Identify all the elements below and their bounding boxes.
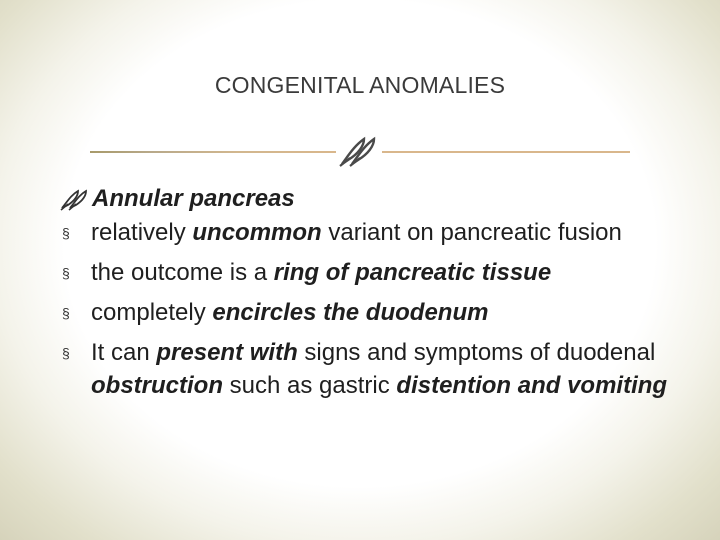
bullet-text: the outcome is a <box>91 259 274 286</box>
divider-rule-left <box>90 151 336 153</box>
bullet-text: It can <box>91 339 157 366</box>
bullet-text: variant on pancreatic fusion <box>321 219 622 246</box>
list-item <box>60 256 690 289</box>
title-divider <box>90 132 630 172</box>
heading-text: Annular pancreas <box>92 185 295 212</box>
bullet-emphasis: encircles the duodenum <box>212 299 489 326</box>
bullet-text: relatively <box>91 219 193 246</box>
bullet-emphasis: uncommon <box>192 219 322 246</box>
bullet-emphasis: ring of pancreatic tissue <box>273 259 552 286</box>
bullet-text: signs and symptoms of duodenal <box>297 339 656 366</box>
slide-content <box>60 182 690 402</box>
heading-annular-pancreas <box>60 182 690 216</box>
slide-title: CONGENITAL ANOMALIES <box>214 72 506 98</box>
bullet-emphasis: present with <box>156 339 298 366</box>
feather-bullet-icon <box>60 189 90 211</box>
list-item <box>60 336 690 402</box>
bullet-marker: § <box>62 305 70 321</box>
bullet-emphasis: distention and vomiting <box>396 372 668 399</box>
feather-ornament-icon <box>338 136 380 168</box>
bullet-marker: § <box>62 225 70 241</box>
list-item <box>60 296 690 329</box>
bullet-text: such as gastric <box>223 372 397 399</box>
bullet-marker: § <box>62 265 70 281</box>
bullet-emphasis: obstruction <box>91 372 223 399</box>
list-item <box>60 216 690 249</box>
bullet-text: completely <box>91 299 213 326</box>
divider-rule-right <box>382 151 630 153</box>
bullet-marker: § <box>62 345 70 361</box>
